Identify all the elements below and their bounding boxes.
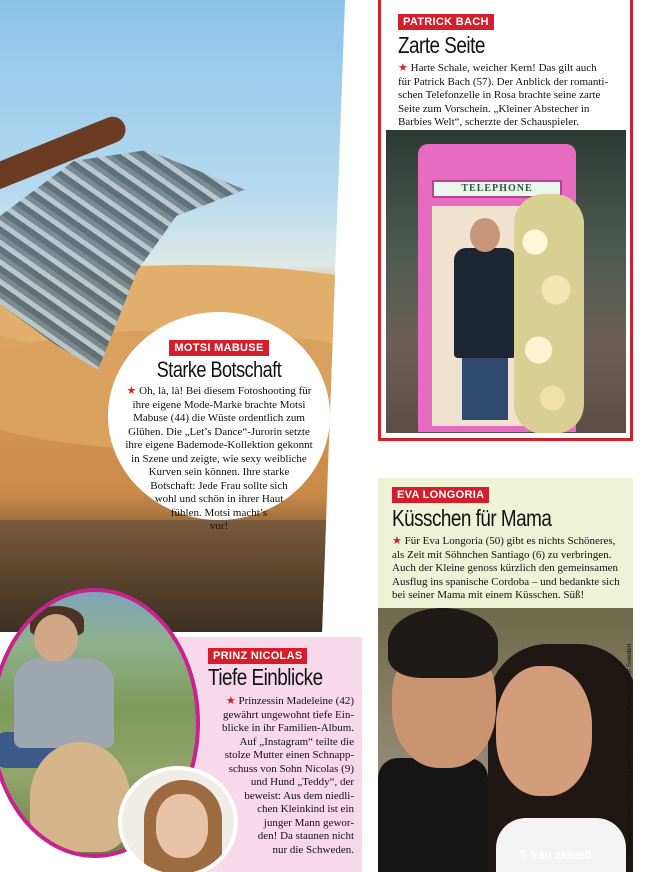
eva-tag: EVA LONGORIA <box>392 487 489 503</box>
motsi-body: ★ Oh, là, là! Bei diesem Fotoshooting für ihre eigene Mode-Marke brachte Motsi Mabuse (44) die Wüste ordentlich zum Glühen. Die „Let’s Dance“-Jurorin setzte ihre eigene Bademode-Kollektion gekonnt in Szene und zeigte, wie sexy weibliche Kurven sein können. Ihre starke Botschaft: Jede Frau sollte sich wohl und schön in ihrer Haut fühlen. Motsi macht’s vor! <box>125 385 313 532</box>
motsi-heading: Starke Botschaft <box>156 357 282 382</box>
booth-sign: TELEPHONE <box>432 180 562 198</box>
motsi-photo <box>0 0 345 632</box>
patrick-heading: Zarte Seite <box>398 32 485 58</box>
star-icon: ★ <box>398 62 408 74</box>
telephone-booth <box>418 144 576 432</box>
star-icon: ★ <box>225 695 236 707</box>
dog-image <box>30 742 130 852</box>
eva-heading: Küsschen für Mama <box>392 505 552 531</box>
eva-body: ★ Für Eva Longoria (50) gibt es nichts Schöneres, als Zeit mit Söhnchen Santiago (6) zu verbringen. Auch der Kleine genoss kürzlich den gemeinsamen Ausflug ins spanische Cordoba – und bedankte sich bei seiner Mama mit einem Küsschen. Süß! <box>392 535 620 601</box>
flowers-image <box>514 194 584 433</box>
page-footer: 5 frau aktuell <box>520 848 592 862</box>
eva-article <box>378 478 633 872</box>
nicolas-body: ★ Prinzessin Madeleine (42) gewährt ungewohnt tiefe Ein- blicke in ihr Familien-Album. Auf „Instagram“ teilte die stolze Mutter einen Schnapp- schuss von Sohn Nicolas (9) und Hund „Teddy“, der beweist: Aus dem niedli- chen Kleinkind ist ein junger Mann gewor- den! Da staunen nicht nur die Schweden. <box>222 695 354 856</box>
nicolas-heading: Tiefe Einblicke <box>208 664 323 690</box>
eva-photo <box>378 608 633 872</box>
patrick-body: ★ Harte Schale, weicher Kern! Das gilt auch für Patrick Bach (57). Der Anblick der romanti- schen Telefonzelle in Rosa brachte seine zarte Seite zum Vorschein. „Kleiner Abstecher in Barbies Welt“, scherzte der Schauspieler. <box>398 62 609 128</box>
patrick-tag: PATRICK BACH <box>398 14 494 30</box>
nicolas-tag: PRINZ NICOLAS <box>208 648 307 664</box>
photo-credit: Fotos: Kungahuset, Instagram, Linda Broström/The Royal Court of Sweden <box>626 643 633 860</box>
patrick-photo <box>386 130 626 433</box>
motsi-tag: MOTSI MABUSE <box>169 340 268 356</box>
motsi-article <box>108 312 330 532</box>
star-icon: ★ <box>126 385 137 397</box>
patrick-article <box>378 0 633 441</box>
madeleine-portrait <box>118 766 238 872</box>
star-icon: ★ <box>392 535 402 547</box>
